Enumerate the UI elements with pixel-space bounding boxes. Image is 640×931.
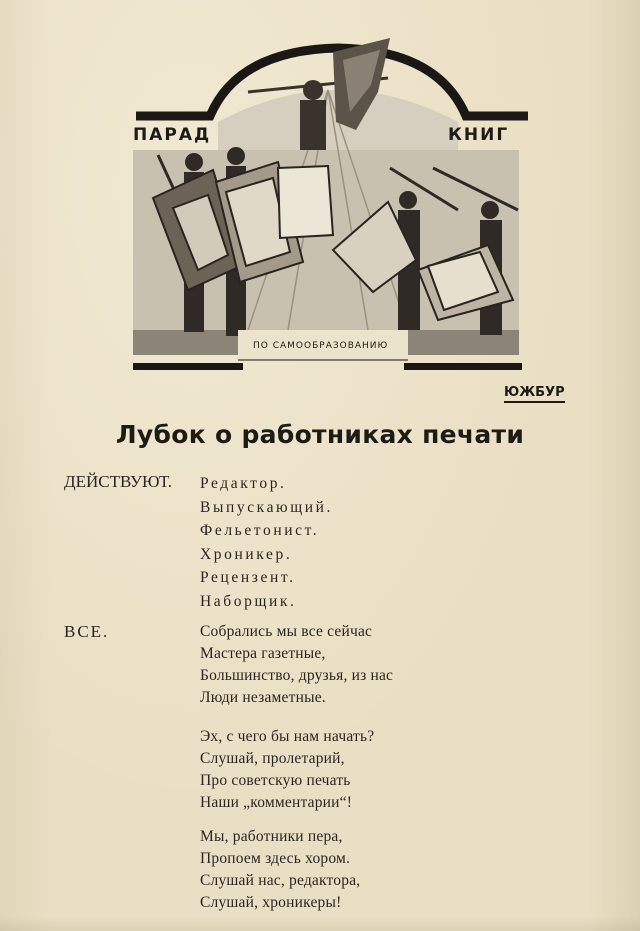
verse-line: Большинство, друзья, из нас: [200, 667, 394, 684]
verse-line: Собрались мы все сейчас: [200, 623, 373, 640]
article-title: Лубок о работниках печати: [115, 420, 525, 449]
illustration-book-parade: [128, 30, 548, 380]
bottom-bar-left: [133, 363, 243, 370]
verse-line: Слушай, хроникеры!: [200, 894, 342, 911]
verse-line: Эх, с чего бы нам начать?: [200, 728, 375, 745]
verse-line: Наши „комментарии“!: [200, 794, 353, 811]
page-edge-shading: [0, 917, 640, 931]
cast-list: [200, 472, 333, 613]
verse-stanza-2: [200, 726, 374, 814]
cast-item: Наборщик.: [200, 592, 297, 610]
verse-line: Про советскую печать: [200, 772, 351, 789]
verse-stanza-3: [200, 826, 360, 914]
verse-line: Мастера газетные,: [200, 645, 326, 662]
bottom-bar-right: [404, 363, 522, 370]
cast-item: Фельетонист.: [200, 522, 320, 539]
cast-heading: ДЕЙСТВУЮТ.: [64, 472, 172, 491]
illustration-label-parade: ПАРАД: [133, 125, 212, 145]
verse-line: Люди незаметные.: [200, 689, 326, 706]
verse-line: Слушай нас, редактора,: [200, 872, 361, 889]
illustration-label-books: КНИГ: [448, 125, 510, 145]
cast-item: Редактор.: [200, 475, 287, 492]
verse-line: Пропоем здесь хором.: [200, 850, 351, 867]
verse-line: Мы, работники пера,: [200, 828, 343, 845]
cast-item: Рецензент.: [200, 569, 296, 586]
artist-credit: ЮЖБУР: [504, 385, 565, 403]
cast-item: Хроникер.: [200, 545, 293, 563]
verse-stanza-1: [200, 621, 393, 709]
illustration-subtitle: ПО САМООБРАЗОВАНИЮ: [253, 341, 389, 351]
illustration-photo: [128, 30, 548, 380]
chorus-heading: ВСЕ.: [64, 622, 110, 641]
verse-line: Слушай, пролетарий,: [200, 750, 345, 767]
cast-item: Выпускающий.: [200, 498, 334, 516]
